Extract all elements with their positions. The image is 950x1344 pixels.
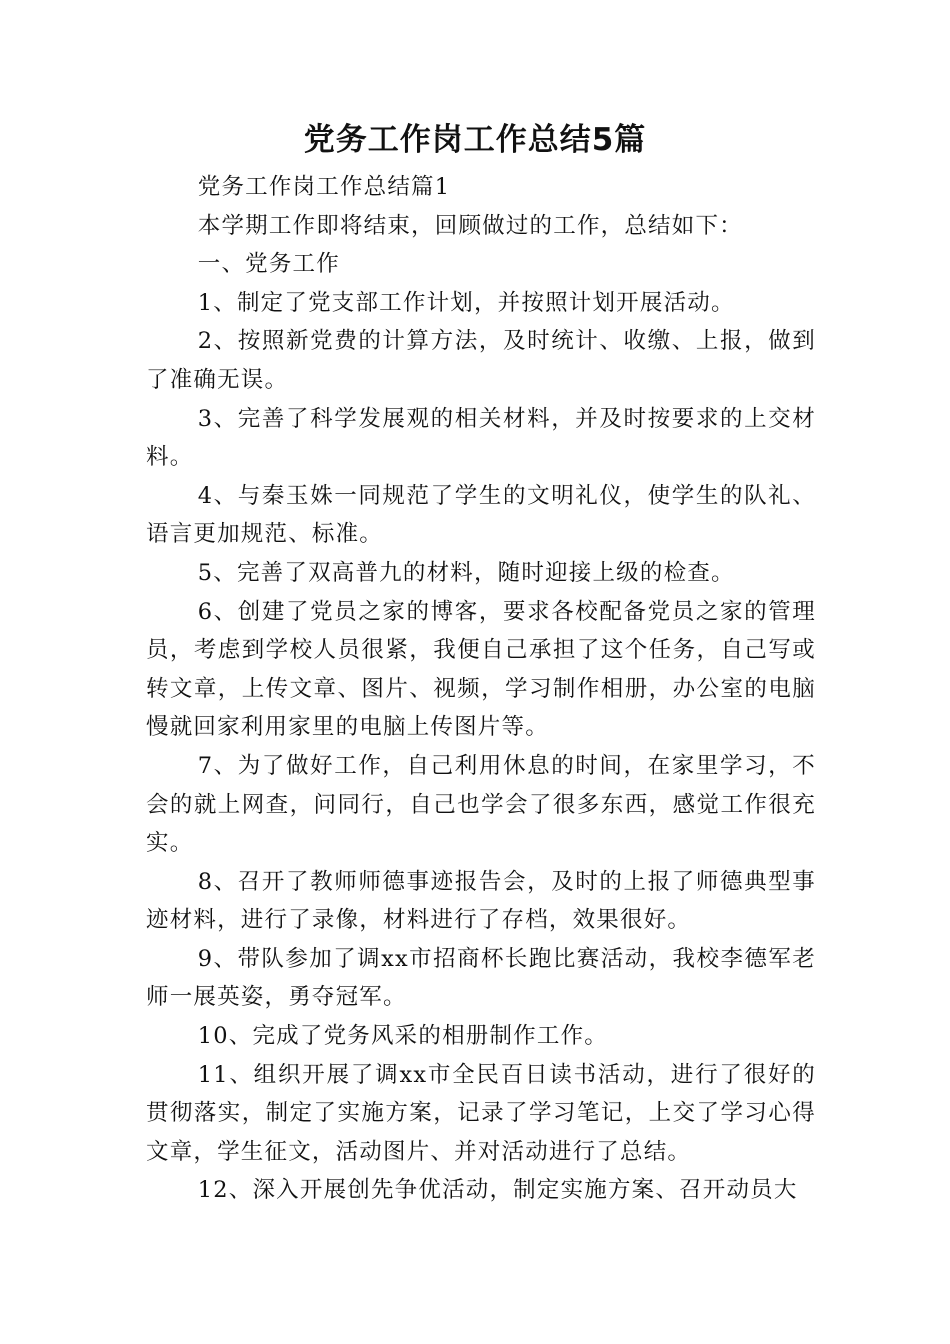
list-item: 8、召开了教师师德事迹报告会，及时的上报了师德典型事迹材料，进行了录像，材料进行了存档，效果很好。 — [146, 868, 816, 934]
list-item: 6、创建了党员之家的博客，要求各校配备党员之家的管理员，考虑到学校人员很紧，我便自己承担了这个任务，自己写或转文章，上传文章、图片、视频，学习制作相册，办公室的电脑慢就回家利用家里的电脑上传图片等。 — [146, 598, 816, 741]
document-title: 党务工作岗工作总结5篇 — [303, 122, 647, 158]
list-item: 3、完善了科学发展观的相关材料，并及时按要求的上交材料。 — [146, 405, 816, 471]
list-item: 5、完善了双高普九的材料，随时迎接上级的检查。 — [197, 559, 735, 586]
list-item: 9、带队参加了调xx市招商杯长跑比赛活动，我校李德军老师一展英姿，勇夺冠军。 — [146, 945, 816, 1011]
list-item: 12、深入开展创先争优活动，制定实施方案、召开动员大 — [197, 1177, 798, 1204]
list-item: 2、按照新党费的计算方法，及时统计、收缴、上报，做到了准确无误。 — [146, 328, 816, 393]
list-item: 10、完成了党务风采的相册制作工作。 — [197, 1023, 608, 1050]
list-item: 7、为了做好工作，自己利用休息的时间，在家里学习，不会的就上网查，问同行，自己也学会了很多东西，感觉工作很充实。 — [146, 752, 816, 857]
list-item: 11、组织开展了调xx市全民百日读书活动，进行了很好的贯彻落实，制定了实施方案，记录了学习笔记，上交了学习心得文章，学生征文，活动图片、并对活动进行了总结。 — [146, 1061, 816, 1165]
intro-paragraph: 本学期工作即将结束，回顾做过的工作，总结如下： — [197, 212, 743, 239]
document-body — [146, 168, 816, 1210]
subsection-heading: 一、党务工作 — [197, 251, 340, 278]
list-item: 1、制定了党支部工作计划，并按照计划开展活动。 — [197, 289, 735, 316]
list-item: 4、与秦玉姝一同规范了学生的文明礼仪，使学生的队礼、语言更加规范、标准。 — [146, 482, 816, 548]
section-heading: 党务工作岗工作总结篇1 — [197, 174, 451, 200]
